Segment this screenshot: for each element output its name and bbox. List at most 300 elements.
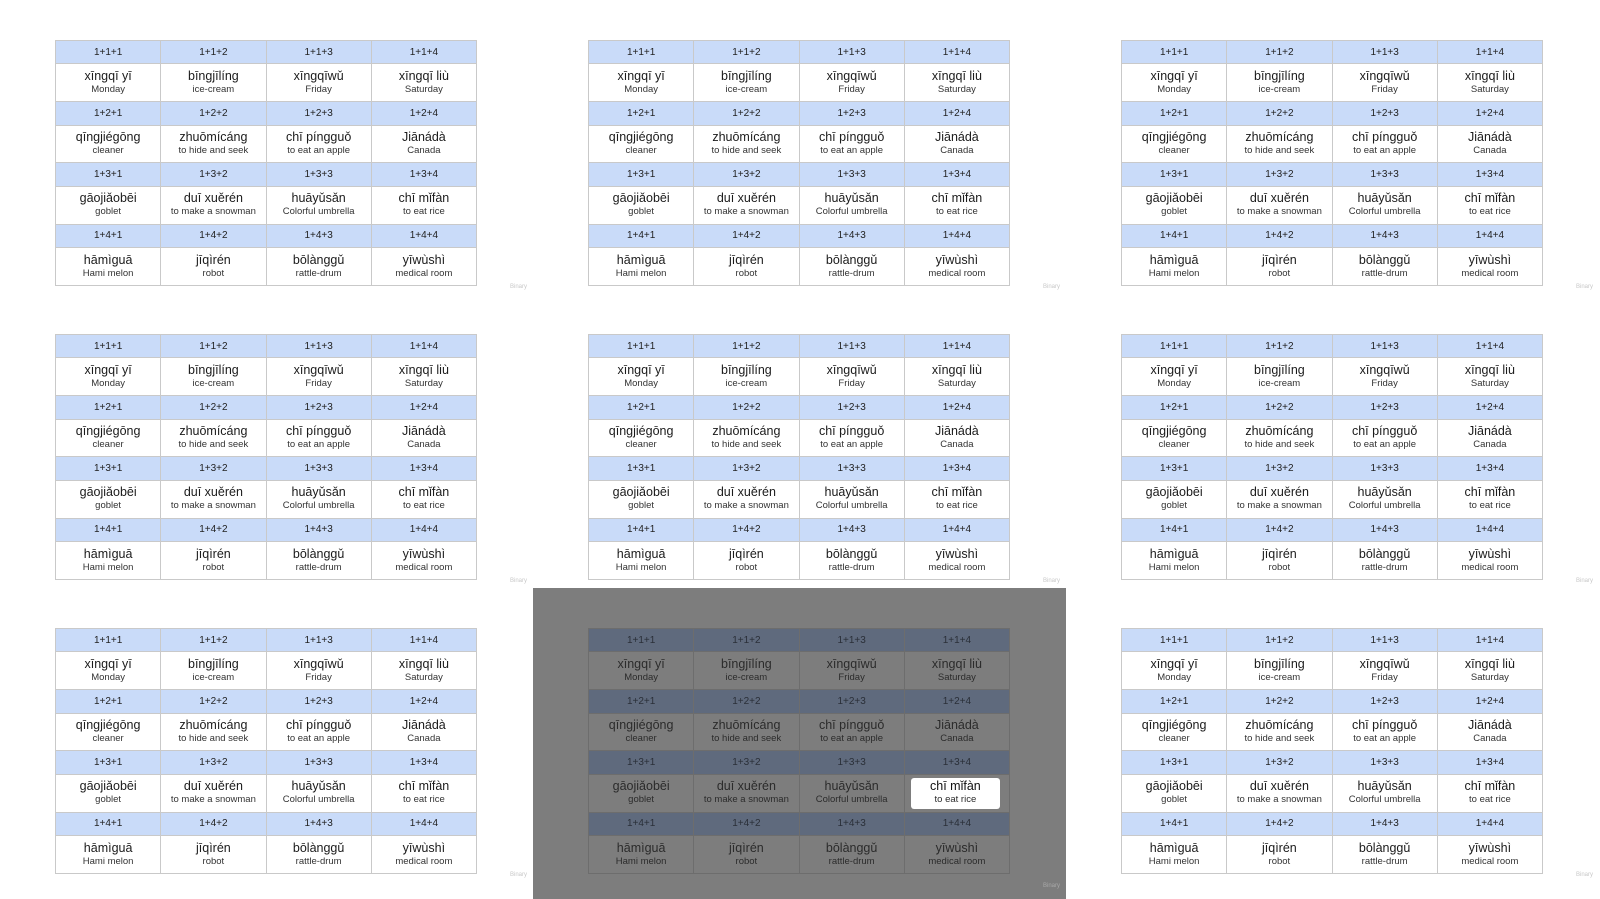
cell-number: 1+1+1 bbox=[56, 629, 161, 652]
word-cell[interactable] bbox=[371, 186, 476, 224]
pinyin-text: duī xuěrén bbox=[1249, 485, 1309, 500]
word-cell[interactable] bbox=[56, 186, 161, 224]
word-cell[interactable] bbox=[371, 125, 476, 163]
word-row bbox=[589, 713, 1010, 751]
word-row bbox=[589, 542, 1010, 580]
word-cell[interactable] bbox=[1332, 248, 1437, 286]
word-cell[interactable] bbox=[1122, 125, 1227, 163]
english-text: to hide and seek bbox=[1244, 145, 1315, 157]
word-cell[interactable] bbox=[694, 358, 799, 396]
highlighted-word-cell[interactable] bbox=[904, 774, 1009, 812]
word-cell[interactable] bbox=[266, 836, 371, 874]
pinyin-text: jīqìrén bbox=[196, 546, 231, 561]
word-cell[interactable] bbox=[799, 358, 904, 396]
watermark-logo: Binary bbox=[509, 872, 527, 878]
english-text: ice-cream bbox=[192, 83, 235, 95]
english-text: Monday bbox=[624, 83, 659, 95]
english-text: Friday bbox=[305, 83, 332, 95]
word-cell[interactable] bbox=[589, 419, 694, 457]
english-text: to eat an apple bbox=[820, 145, 884, 157]
word-cell[interactable] bbox=[589, 836, 694, 874]
cell-number: 1+3+3 bbox=[266, 163, 371, 186]
english-text: medical room bbox=[928, 561, 986, 573]
word-cell[interactable] bbox=[371, 64, 476, 102]
word-cell[interactable] bbox=[266, 713, 371, 751]
word-row bbox=[589, 358, 1010, 396]
cell-number: 1+4+4 bbox=[904, 518, 1009, 541]
english-text: Canada bbox=[940, 145, 974, 157]
english-text: to eat rice bbox=[1469, 206, 1511, 218]
word-row bbox=[56, 652, 477, 690]
word-cell[interactable] bbox=[56, 248, 161, 286]
pinyin-text: zhuōmícáng bbox=[179, 130, 248, 145]
english-text: rattle-drum bbox=[828, 561, 875, 573]
word-cell[interactable] bbox=[266, 419, 371, 457]
pinyin-text: chī píngguǒ bbox=[285, 424, 352, 439]
word-cell[interactable] bbox=[694, 186, 799, 224]
cell-number: 1+2+1 bbox=[1122, 690, 1227, 713]
word-cell[interactable] bbox=[161, 419, 266, 457]
english-text: ice-cream bbox=[1258, 377, 1301, 389]
word-cell[interactable] bbox=[56, 652, 161, 690]
word-cell[interactable] bbox=[589, 186, 694, 224]
word-cell[interactable] bbox=[266, 358, 371, 396]
word-cell[interactable] bbox=[589, 64, 694, 102]
vocab-table bbox=[588, 628, 1010, 874]
word-cell[interactable] bbox=[1227, 836, 1332, 874]
english-text: cleaner bbox=[92, 439, 124, 451]
cell-number: 1+4+3 bbox=[266, 812, 371, 835]
cell-number: 1+2+2 bbox=[161, 396, 266, 419]
cell-number: 1+2+3 bbox=[1332, 102, 1437, 125]
cell-number: 1+1+4 bbox=[1437, 629, 1542, 652]
word-cell[interactable] bbox=[1437, 713, 1542, 751]
word-cell[interactable] bbox=[161, 480, 266, 518]
word-cell[interactable] bbox=[799, 186, 904, 224]
cell-number: 1+2+2 bbox=[161, 102, 266, 125]
cell-number: 1+2+2 bbox=[694, 396, 799, 419]
english-text: Friday bbox=[1371, 83, 1398, 95]
word-cell[interactable] bbox=[1227, 652, 1332, 690]
cell-number: 1+3+2 bbox=[1227, 751, 1332, 774]
word-cell[interactable] bbox=[1227, 186, 1332, 224]
pinyin-text: xīngqī yī bbox=[617, 68, 665, 83]
pinyin-text: jīqìrén bbox=[729, 252, 764, 267]
pinyin-text: bīngjīlíng bbox=[721, 656, 772, 671]
word-cell[interactable] bbox=[1437, 125, 1542, 163]
english-text: to make a snowman bbox=[703, 794, 789, 806]
cell-number: 1+1+3 bbox=[1332, 41, 1437, 64]
pinyin-text: gāojiǎobēi bbox=[79, 191, 137, 206]
word-cell[interactable] bbox=[1122, 64, 1227, 102]
cell-number: 1+3+2 bbox=[161, 163, 266, 186]
cell-number: 1+4+4 bbox=[1437, 224, 1542, 247]
english-text: Hami melon bbox=[615, 561, 667, 573]
cell-number: 1+4+4 bbox=[371, 812, 476, 835]
word-cell[interactable] bbox=[799, 419, 904, 457]
word-cell[interactable] bbox=[1122, 419, 1227, 457]
pinyin-text: gāojiǎobēi bbox=[79, 779, 137, 794]
cell-number: 1+1+1 bbox=[56, 41, 161, 64]
word-cell[interactable] bbox=[56, 358, 161, 396]
word-cell[interactable] bbox=[371, 774, 476, 812]
word-row bbox=[1122, 125, 1543, 163]
cell-number: 1+3+3 bbox=[1332, 457, 1437, 480]
word-cell[interactable] bbox=[1332, 836, 1437, 874]
pinyin-text: hāmìguā bbox=[1149, 252, 1199, 267]
word-cell[interactable] bbox=[799, 713, 904, 751]
word-cell[interactable] bbox=[371, 652, 476, 690]
word-cell[interactable] bbox=[1437, 419, 1542, 457]
pinyin-text: huāyǔsǎn bbox=[291, 779, 346, 794]
cell-number: 1+1+2 bbox=[694, 335, 799, 358]
header-row bbox=[56, 163, 477, 186]
pinyin-text: xīngqī yī bbox=[617, 362, 665, 377]
word-cell[interactable] bbox=[904, 125, 1009, 163]
word-cell[interactable] bbox=[694, 125, 799, 163]
word-cell[interactable] bbox=[1122, 248, 1227, 286]
word-cell[interactable] bbox=[1227, 358, 1332, 396]
header-row bbox=[589, 629, 1010, 652]
word-cell[interactable] bbox=[799, 480, 904, 518]
word-cell[interactable] bbox=[1227, 713, 1332, 751]
word-cell[interactable] bbox=[1437, 652, 1542, 690]
word-cell[interactable] bbox=[904, 652, 1009, 690]
word-cell[interactable] bbox=[161, 248, 266, 286]
word-cell[interactable] bbox=[904, 836, 1009, 874]
cell-number: 1+3+3 bbox=[799, 457, 904, 480]
english-text: Canada bbox=[1473, 439, 1507, 451]
english-text: Monday bbox=[91, 83, 126, 95]
word-cell[interactable] bbox=[799, 774, 904, 812]
pinyin-text: gāojiǎobēi bbox=[1145, 485, 1203, 500]
english-text: goblet bbox=[628, 500, 655, 512]
pinyin-text: chī mǐfàn bbox=[1464, 485, 1516, 500]
word-cell[interactable] bbox=[371, 713, 476, 751]
word-cell[interactable] bbox=[161, 64, 266, 102]
pinyin-text: yīwùshì bbox=[402, 252, 446, 267]
pinyin-text: xīngqīwǔ bbox=[293, 656, 344, 671]
cell-number: 1+1+2 bbox=[694, 41, 799, 64]
word-cell[interactable] bbox=[589, 248, 694, 286]
pinyin-text: xīngqī liù bbox=[1464, 68, 1515, 83]
word-cell[interactable] bbox=[1227, 480, 1332, 518]
word-cell[interactable] bbox=[371, 836, 476, 874]
pinyin-text: zhuōmícáng bbox=[1245, 130, 1314, 145]
cell-number: 1+4+3 bbox=[1332, 224, 1437, 247]
english-text: Saturday bbox=[1470, 671, 1509, 683]
word-cell[interactable] bbox=[694, 248, 799, 286]
word-cell[interactable] bbox=[161, 358, 266, 396]
word-cell[interactable] bbox=[1332, 774, 1437, 812]
word-cell[interactable] bbox=[1437, 186, 1542, 224]
word-cell[interactable] bbox=[799, 836, 904, 874]
word-cell[interactable] bbox=[161, 774, 266, 812]
pinyin-text: bīngjīlíng bbox=[188, 362, 239, 377]
word-cell[interactable] bbox=[371, 358, 476, 396]
header-row bbox=[56, 518, 477, 541]
pinyin-text: jīqìrén bbox=[196, 252, 231, 267]
vocab-panel-1 bbox=[0, 0, 533, 300]
word-cell[interactable] bbox=[266, 248, 371, 286]
word-cell[interactable] bbox=[56, 125, 161, 163]
word-cell[interactable] bbox=[904, 480, 1009, 518]
word-cell[interactable] bbox=[371, 480, 476, 518]
word-cell[interactable] bbox=[694, 652, 799, 690]
vocab-table bbox=[1121, 40, 1543, 286]
word-cell[interactable] bbox=[1332, 186, 1437, 224]
word-cell[interactable] bbox=[56, 542, 161, 580]
pinyin-text: duī xuěrén bbox=[716, 191, 776, 206]
word-cell[interactable] bbox=[1437, 480, 1542, 518]
word-cell[interactable] bbox=[266, 774, 371, 812]
word-cell[interactable] bbox=[371, 248, 476, 286]
word-cell[interactable] bbox=[266, 186, 371, 224]
english-text: Friday bbox=[1371, 671, 1398, 683]
pinyin-text: qīngjiégōng bbox=[1141, 718, 1207, 733]
word-cell[interactable] bbox=[266, 125, 371, 163]
word-cell[interactable] bbox=[694, 480, 799, 518]
word-cell[interactable] bbox=[56, 774, 161, 812]
cell-number: 1+3+2 bbox=[694, 751, 799, 774]
word-cell[interactable] bbox=[161, 542, 266, 580]
pinyin-text: huāyǔsǎn bbox=[824, 485, 879, 500]
english-text: goblet bbox=[1161, 794, 1188, 806]
word-cell[interactable] bbox=[1122, 836, 1227, 874]
word-cell[interactable] bbox=[799, 542, 904, 580]
word-cell[interactable] bbox=[1227, 542, 1332, 580]
word-cell[interactable] bbox=[56, 64, 161, 102]
pinyin-text: hāmìguā bbox=[83, 546, 133, 561]
cell-number: 1+1+4 bbox=[1437, 335, 1542, 358]
word-row bbox=[589, 186, 1010, 224]
cell-number: 1+1+3 bbox=[266, 335, 371, 358]
english-text: Hami melon bbox=[1148, 855, 1200, 867]
english-text: Monday bbox=[624, 671, 659, 683]
word-cell[interactable] bbox=[161, 652, 266, 690]
word-cell[interactable] bbox=[694, 542, 799, 580]
pinyin-text: xīngqī liù bbox=[931, 362, 982, 377]
word-cell[interactable] bbox=[1122, 713, 1227, 751]
word-cell[interactable] bbox=[904, 358, 1009, 396]
pinyin-text: chī mǐfàn bbox=[1464, 779, 1516, 794]
english-text: to eat an apple bbox=[1353, 439, 1417, 451]
pinyin-text: hāmìguā bbox=[616, 252, 666, 267]
word-cell[interactable] bbox=[589, 652, 694, 690]
word-cell[interactable] bbox=[589, 713, 694, 751]
pinyin-text: qīngjiégōng bbox=[1141, 424, 1207, 439]
word-cell[interactable] bbox=[904, 186, 1009, 224]
word-cell[interactable] bbox=[1227, 125, 1332, 163]
word-cell[interactable] bbox=[1332, 358, 1437, 396]
english-text: goblet bbox=[95, 794, 122, 806]
cell-number: 1+2+2 bbox=[1227, 102, 1332, 125]
english-text: medical room bbox=[395, 561, 453, 573]
vocab-panel-2 bbox=[533, 0, 1066, 300]
word-cell[interactable] bbox=[904, 248, 1009, 286]
word-cell[interactable] bbox=[56, 480, 161, 518]
word-cell[interactable] bbox=[1227, 774, 1332, 812]
word-cell[interactable] bbox=[694, 419, 799, 457]
english-text: medical room bbox=[1461, 855, 1519, 867]
word-cell[interactable] bbox=[694, 64, 799, 102]
pinyin-text: hāmìguā bbox=[616, 546, 666, 561]
english-text: Colorful umbrella bbox=[282, 794, 355, 806]
word-cell[interactable] bbox=[161, 713, 266, 751]
word-cell[interactable] bbox=[1437, 774, 1542, 812]
word-row bbox=[56, 480, 477, 518]
english-text: medical room bbox=[928, 855, 986, 867]
word-cell[interactable] bbox=[1332, 64, 1437, 102]
vocab-panel-6 bbox=[1066, 294, 1599, 594]
cell-number: 1+2+3 bbox=[266, 102, 371, 125]
cell-number: 1+2+4 bbox=[904, 102, 1009, 125]
pinyin-text: chī píngguǒ bbox=[818, 130, 885, 145]
english-text: cleaner bbox=[625, 145, 657, 157]
word-row bbox=[56, 186, 477, 224]
header-row bbox=[56, 335, 477, 358]
word-cell[interactable] bbox=[799, 248, 904, 286]
word-cell[interactable] bbox=[1122, 542, 1227, 580]
word-cell[interactable] bbox=[799, 652, 904, 690]
word-cell[interactable] bbox=[1122, 652, 1227, 690]
word-cell[interactable] bbox=[1332, 542, 1437, 580]
english-text: to eat an apple bbox=[287, 439, 351, 451]
pinyin-text: xīngqīwǔ bbox=[1359, 362, 1410, 377]
word-cell[interactable] bbox=[589, 125, 694, 163]
english-text: to hide and seek bbox=[178, 439, 249, 451]
cell-number: 1+1+3 bbox=[1332, 629, 1437, 652]
word-cell[interactable] bbox=[1437, 836, 1542, 874]
pinyin-text: yīwùshì bbox=[935, 840, 979, 855]
english-text: robot bbox=[735, 561, 758, 573]
highlight-box[interactable] bbox=[911, 778, 1000, 809]
english-text: cleaner bbox=[1158, 145, 1190, 157]
cell-number: 1+4+2 bbox=[161, 518, 266, 541]
header-row bbox=[589, 812, 1010, 835]
word-cell[interactable] bbox=[1122, 774, 1227, 812]
english-text: ice-cream bbox=[192, 377, 235, 389]
word-cell[interactable] bbox=[1227, 419, 1332, 457]
word-cell[interactable] bbox=[1227, 248, 1332, 286]
cell-number: 1+1+1 bbox=[589, 41, 694, 64]
english-text: goblet bbox=[628, 206, 655, 218]
word-cell[interactable] bbox=[161, 125, 266, 163]
word-row bbox=[1122, 186, 1543, 224]
english-text: Friday bbox=[838, 671, 865, 683]
pinyin-text: xīngqī yī bbox=[1150, 656, 1198, 671]
english-text: cleaner bbox=[92, 733, 124, 745]
word-cell[interactable] bbox=[589, 358, 694, 396]
word-cell[interactable] bbox=[1332, 480, 1437, 518]
word-cell[interactable] bbox=[1437, 542, 1542, 580]
word-cell[interactable] bbox=[904, 419, 1009, 457]
word-cell[interactable] bbox=[1437, 64, 1542, 102]
cell-number: 1+1+1 bbox=[1122, 629, 1227, 652]
pinyin-text: zhuōmícáng bbox=[1245, 424, 1314, 439]
word-cell[interactable] bbox=[799, 125, 904, 163]
english-text: Hami melon bbox=[615, 267, 667, 279]
word-cell[interactable] bbox=[694, 836, 799, 874]
cell-number: 1+2+2 bbox=[161, 690, 266, 713]
word-cell[interactable] bbox=[1332, 125, 1437, 163]
word-row bbox=[589, 125, 1010, 163]
pinyin-text: xīngqī yī bbox=[84, 656, 132, 671]
word-cell[interactable] bbox=[1437, 358, 1542, 396]
word-cell[interactable] bbox=[1437, 248, 1542, 286]
pinyin-text: bīngjīlíng bbox=[1254, 362, 1305, 377]
english-text: to make a snowman bbox=[170, 794, 256, 806]
word-cell[interactable] bbox=[1122, 480, 1227, 518]
cell-number: 1+2+1 bbox=[1122, 396, 1227, 419]
word-cell[interactable] bbox=[56, 713, 161, 751]
pinyin-text: chī píngguǒ bbox=[1351, 718, 1418, 733]
word-cell[interactable] bbox=[266, 64, 371, 102]
word-cell[interactable] bbox=[56, 836, 161, 874]
pinyin-text: xīngqī liù bbox=[398, 362, 449, 377]
word-cell[interactable] bbox=[904, 713, 1009, 751]
word-cell[interactable] bbox=[1122, 358, 1227, 396]
pinyin-text: zhuōmícáng bbox=[712, 424, 781, 439]
word-cell[interactable] bbox=[161, 186, 266, 224]
word-cell[interactable] bbox=[371, 542, 476, 580]
word-cell[interactable] bbox=[1227, 64, 1332, 102]
word-cell[interactable] bbox=[799, 64, 904, 102]
pinyin-text: huāyǔsǎn bbox=[1357, 485, 1412, 500]
word-cell[interactable] bbox=[56, 419, 161, 457]
cell-number: 1+4+3 bbox=[1332, 518, 1437, 541]
vocab-table bbox=[55, 40, 477, 286]
word-cell[interactable] bbox=[1332, 713, 1437, 751]
header-row bbox=[1122, 812, 1543, 835]
word-cell[interactable] bbox=[1122, 186, 1227, 224]
header-row bbox=[589, 335, 1010, 358]
english-text: Monday bbox=[91, 377, 126, 389]
word-cell[interactable] bbox=[589, 774, 694, 812]
pinyin-text: Jiānádà bbox=[1467, 718, 1512, 733]
cell-number: 1+4+3 bbox=[799, 812, 904, 835]
word-cell[interactable] bbox=[904, 64, 1009, 102]
english-text: to make a snowman bbox=[170, 500, 256, 512]
english-text: to eat an apple bbox=[820, 439, 884, 451]
english-text: Friday bbox=[838, 377, 865, 389]
word-cell[interactable] bbox=[694, 774, 799, 812]
word-cell[interactable] bbox=[694, 713, 799, 751]
word-cell[interactable] bbox=[904, 542, 1009, 580]
english-text: Friday bbox=[838, 83, 865, 95]
word-cell[interactable] bbox=[371, 419, 476, 457]
pinyin-text: huāyǔsǎn bbox=[291, 191, 346, 206]
pinyin-text: huāyǔsǎn bbox=[1357, 779, 1412, 794]
english-text: to eat an apple bbox=[287, 145, 351, 157]
word-cell[interactable] bbox=[1332, 652, 1437, 690]
header-row bbox=[589, 751, 1010, 774]
pinyin-text: xīngqī yī bbox=[617, 656, 665, 671]
cell-number: 1+2+3 bbox=[266, 396, 371, 419]
word-cell[interactable] bbox=[589, 542, 694, 580]
cell-number: 1+3+1 bbox=[1122, 163, 1227, 186]
word-cell[interactable] bbox=[266, 480, 371, 518]
word-cell[interactable] bbox=[1332, 419, 1437, 457]
english-text: robot bbox=[202, 561, 225, 573]
word-cell[interactable] bbox=[589, 480, 694, 518]
cell-number: 1+1+2 bbox=[1227, 41, 1332, 64]
pinyin-text: yīwùshì bbox=[935, 546, 979, 561]
pinyin-text: yīwùshì bbox=[402, 840, 446, 855]
word-cell[interactable] bbox=[161, 836, 266, 874]
word-cell[interactable] bbox=[266, 542, 371, 580]
word-cell[interactable] bbox=[266, 652, 371, 690]
